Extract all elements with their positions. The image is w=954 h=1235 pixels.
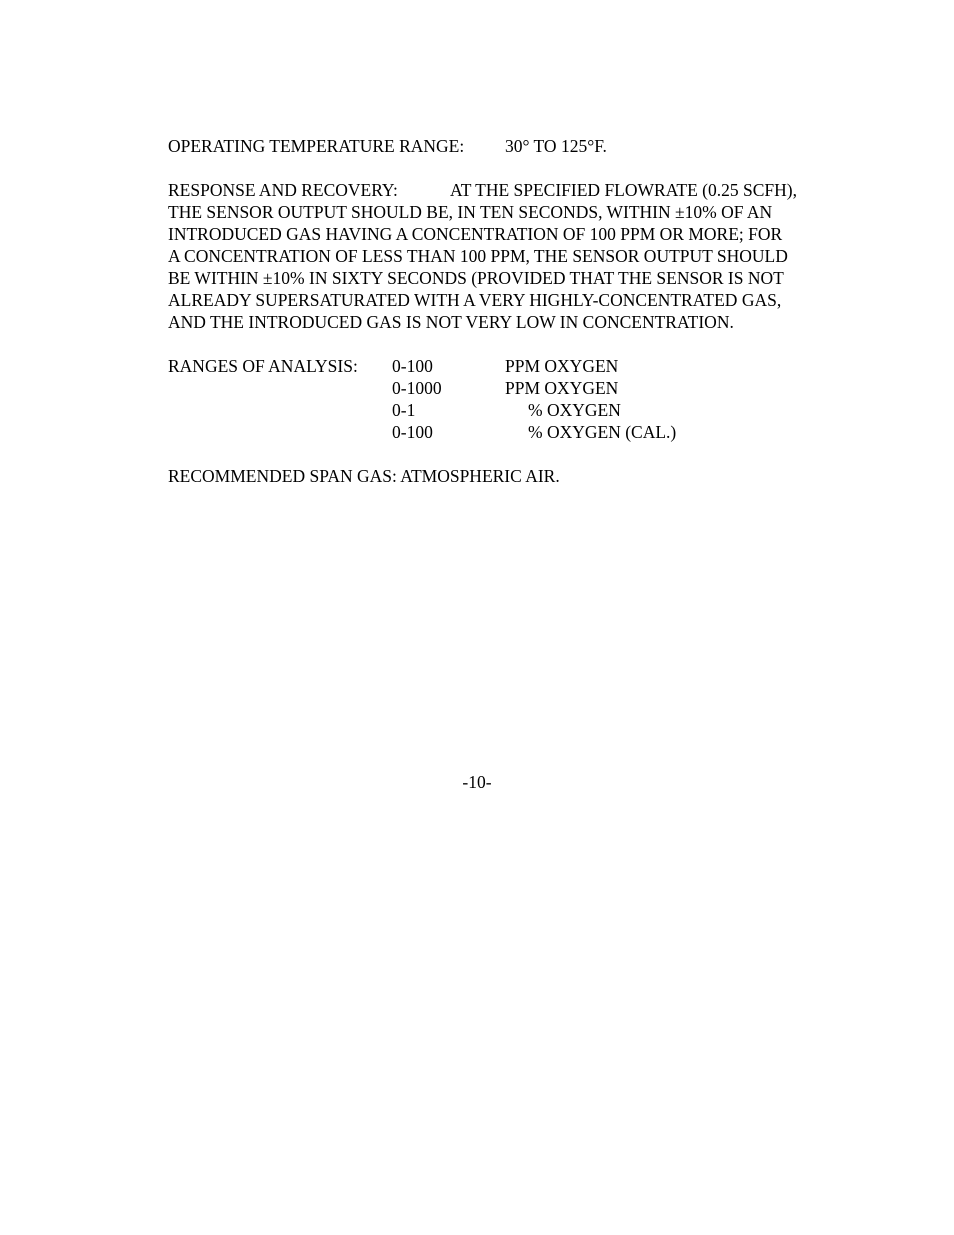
response-recovery-first-line: AT THE SPECIFIED FLOWRATE (0.25 SCFH),	[450, 180, 797, 200]
range-unit: PPM OXYGEN	[505, 356, 619, 376]
range-value: 0-100	[392, 356, 433, 376]
page-number: -10-	[462, 772, 492, 792]
recommended-span-gas: RECOMMENDED SPAN GAS: ATMOSPHERIC AIR.	[168, 466, 560, 486]
range-unit: PPM OXYGEN	[505, 378, 619, 398]
range-value: 0-1	[392, 400, 416, 420]
operating-temperature-value: 30° TO 125°F.	[505, 136, 607, 156]
ranges-of-analysis-label: RANGES OF ANALYSIS:	[168, 356, 358, 376]
response-recovery-label: RESPONSE AND RECOVERY:	[168, 180, 398, 200]
response-recovery-line: A CONCENTRATION OF LESS THAN 100 PPM, THE SENSOR OUTPUT SHOULD	[168, 246, 788, 266]
operating-temperature-label: OPERATING TEMPERATURE RANGE:	[168, 136, 465, 156]
response-recovery-line: ALREADY SUPERSATURATED WITH A VERY HIGHLY-CONCENTRATED GAS,	[168, 290, 782, 310]
range-unit: % OXYGEN	[528, 400, 621, 420]
response-recovery-line: AND THE INTRODUCED GAS IS NOT VERY LOW IN CONCENTRATION.	[168, 312, 734, 332]
range-value: 0-100	[392, 422, 433, 442]
response-recovery-line: INTRODUCED GAS HAVING A CONCENTRATION OF 100 PPM OR MORE; FOR	[168, 224, 783, 244]
response-recovery-line: THE SENSOR OUTPUT SHOULD BE, IN TEN SECONDS, WITHIN ±10% OF AN	[168, 202, 773, 222]
range-unit: % OXYGEN (CAL.)	[528, 422, 677, 442]
response-recovery-line: BE WITHIN ±10% IN SIXTY SECONDS (PROVIDED THAT THE SENSOR IS NOT	[168, 268, 784, 288]
range-value: 0-1000	[392, 378, 442, 398]
